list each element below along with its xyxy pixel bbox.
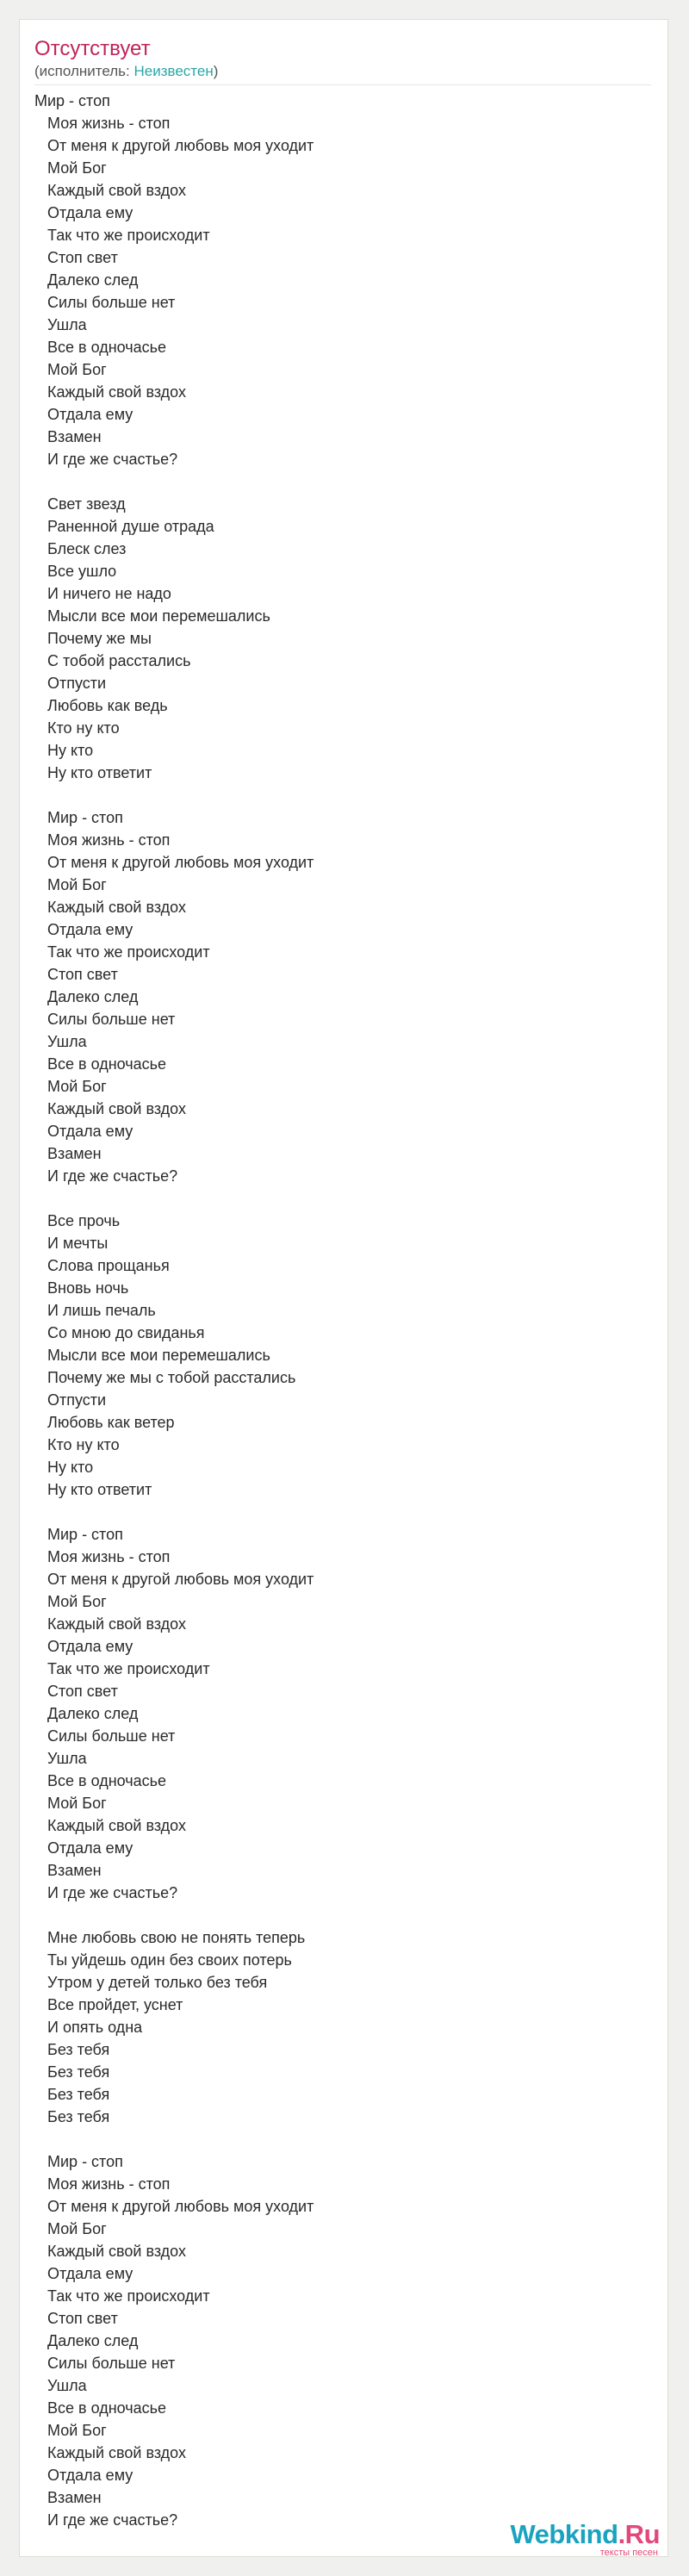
lyric-line: Кто ну кто	[34, 719, 120, 737]
artist-line	[34, 62, 218, 81]
lyric-line: Взамен	[34, 1862, 102, 1879]
lyric-line: Силы больше нет	[34, 1011, 176, 1028]
lyric-blank-line	[34, 1501, 651, 1523]
lyric-line: Все пройдет, уснет	[34, 1996, 183, 2013]
lyric-line: Без тебя	[34, 2041, 110, 2058]
lyric-line: И опять одна	[34, 2019, 143, 2036]
lyric-line: Мой Бог	[34, 361, 107, 378]
lyric-line: Отдала ему	[34, 1638, 133, 1655]
lyric-line: Мне любовь свою не понять теперь	[34, 1929, 306, 1946]
lyric-line: От меня к другой любовь моя уходит	[34, 137, 314, 154]
lyric-line: Кто ну кто	[34, 1436, 120, 1453]
lyric-line: Взамен	[34, 2489, 102, 2506]
lyric-line: Стоп свет	[34, 249, 118, 266]
lyric-line: Почему же мы	[34, 630, 152, 647]
lyric-line: Почему же мы с тобой расстались	[34, 1369, 296, 1386]
lyric-line: Отдала ему	[34, 204, 133, 221]
lyric-blank-line	[34, 470, 651, 493]
lyric-line: Моя жизнь - стоп	[34, 2175, 171, 2193]
lyric-line: И мечты	[34, 1235, 109, 1252]
lyric-line: Взамен	[34, 1145, 102, 1162]
brand-wordmark	[510, 2521, 660, 2548]
lyric-line: И ничего не надо	[34, 585, 171, 602]
lyric-line: Без тебя	[34, 2063, 110, 2081]
lyric-line: Отпусти	[34, 1391, 107, 1409]
lyric-line: Свет звезд	[34, 495, 126, 513]
lyric-line: Все в одночасье	[34, 2399, 167, 2417]
lyrics-body	[34, 90, 651, 2531]
lyric-line: Блеск слез	[34, 540, 127, 557]
lyric-line: Отдала ему	[34, 1123, 133, 1140]
lyric-line: Все в одночасье	[34, 1772, 167, 1789]
lyric-line: Отдала ему	[34, 2265, 133, 2282]
lyric-line: Силы больше нет	[34, 1727, 176, 1745]
lyric-line: Далеко след	[34, 988, 139, 1005]
lyric-line: Каждый свой вздох	[34, 182, 186, 199]
lyric-line: От меня к другой любовь моя уходит	[34, 854, 314, 871]
artist-suffix: )	[213, 63, 219, 79]
lyric-line: Так что же происходит	[34, 943, 210, 961]
lyric-line: Все в одночасье	[34, 339, 167, 356]
lyric-line: Отдала ему	[34, 921, 133, 938]
lyric-line: Вновь ночь	[34, 1279, 129, 1297]
lyric-line: Отдала ему	[34, 2467, 133, 2484]
song-title: Отсутствует	[34, 37, 151, 60]
lyric-line: Мой Бог	[34, 876, 107, 893]
lyric-line: Без тебя	[34, 2086, 110, 2103]
lyric-line: От меня к другой любовь моя уходит	[34, 2198, 314, 2215]
lyric-line: Мой Бог	[34, 2422, 107, 2439]
lyric-line: Каждый свой вздох	[34, 2243, 186, 2260]
lyric-line: Далеко след	[34, 271, 139, 289]
lyric-line: Силы больше нет	[34, 294, 176, 311]
lyric-line: Отпусти	[34, 675, 107, 692]
lyric-line: Мысли все мои перемешались	[34, 1347, 270, 1364]
lyric-line: Ты уйдешь один без своих потерь	[34, 1951, 292, 1969]
lyric-line: Каждый свой вздох	[34, 2444, 186, 2461]
lyric-line: Мысли все мои перемешались	[34, 607, 270, 625]
lyric-line: Ну кто ответит	[34, 764, 152, 781]
lyric-line: Стоп свет	[34, 966, 118, 983]
brand-name: Webkind	[510, 2519, 618, 2549]
brand-tagline: тексты песен	[599, 2548, 658, 2558]
artist-prefix: (исполнитель:	[34, 63, 134, 79]
lyric-line: Отдала ему	[34, 1839, 133, 1857]
lyric-line: Ушла	[34, 1750, 87, 1767]
lyric-line: Каждый свой вздох	[34, 1100, 186, 1117]
lyric-line: Каждый свой вздох	[34, 1615, 186, 1633]
lyric-blank-line	[34, 784, 651, 806]
site-logo[interactable]	[510, 2521, 660, 2558]
lyric-line: Так что же происходит	[34, 227, 210, 244]
lyric-line: Моя жизнь - стоп	[34, 115, 171, 132]
lyric-line: Отдала ему	[34, 406, 133, 423]
lyric-line: Каждый свой вздох	[34, 1817, 186, 1834]
lyric-line: Так что же происходит	[34, 2287, 210, 2305]
artist-link[interactable]: Неизвестен	[133, 63, 214, 79]
lyric-line: Моя жизнь - стоп	[34, 1548, 171, 1565]
lyric-blank-line	[34, 2128, 651, 2150]
lyric-line: Любовь как ведь	[34, 697, 168, 714]
lyric-line: Ну кто	[34, 1459, 94, 1476]
lyric-line: Ну кто ответит	[34, 1481, 152, 1498]
lyric-line: Ушла	[34, 1033, 87, 1050]
lyric-line: Мой Бог	[34, 1795, 107, 1812]
lyric-line: Все ушло	[34, 563, 117, 580]
lyric-line: И где же счастье?	[34, 1167, 178, 1185]
lyric-line: Мир - стоп	[34, 809, 123, 826]
lyric-line: Любовь как ветер	[34, 1414, 175, 1431]
header-divider	[34, 84, 651, 85]
lyric-line: Каждый свой вздох	[34, 899, 186, 916]
lyric-line: Мой Бог	[34, 2220, 107, 2237]
lyric-line: Взамен	[34, 428, 102, 445]
lyric-line: Стоп свет	[34, 1683, 118, 1700]
lyric-line: Каждый свой вздох	[34, 383, 186, 401]
lyric-line: Все в одночасье	[34, 1055, 167, 1073]
lyric-line: Так что же происходит	[34, 1660, 210, 1677]
lyric-line: Ушла	[34, 2377, 87, 2394]
brand-tld: .Ru	[618, 2519, 660, 2549]
lyric-line: И лишь печаль	[34, 1302, 156, 1319]
lyric-blank-line	[34, 1187, 651, 1210]
lyric-line: С тобой расстались	[34, 652, 191, 669]
lyric-line: Раненной душе отрада	[34, 518, 214, 535]
lyric-line: Мой Бог	[34, 159, 107, 177]
lyric-line: И где же счастье?	[34, 2511, 178, 2529]
lyric-line: Мир - стоп	[34, 92, 110, 109]
lyric-line: Слова прощанья	[34, 1257, 170, 1274]
lyric-line: От меня к другой любовь моя уходит	[34, 1571, 314, 1588]
lyric-line: Стоп свет	[34, 2310, 118, 2327]
lyric-line: И где же счастье?	[34, 451, 178, 468]
lyric-line: Мой Бог	[34, 1593, 107, 1610]
lyric-blank-line	[34, 1904, 651, 1926]
lyric-line: И где же счастье?	[34, 1884, 178, 1901]
lyric-line: Мой Бог	[34, 1078, 107, 1095]
lyric-line: Мир - стоп	[34, 2153, 123, 2170]
lyric-line: Ну кто	[34, 742, 94, 759]
lyric-line: Без тебя	[34, 2108, 110, 2125]
lyric-line: Ушла	[34, 316, 87, 333]
lyric-line: Силы больше нет	[34, 2355, 176, 2372]
lyric-line: Мир - стоп	[34, 1526, 123, 1543]
lyric-line: Далеко след	[34, 1705, 139, 1722]
lyric-line: Далеко след	[34, 2332, 139, 2349]
lyric-line: Моя жизнь - стоп	[34, 831, 171, 849]
lyric-line: Со мною до свиданья	[34, 1324, 205, 1341]
lyric-line: Все прочь	[34, 1212, 121, 1229]
lyric-line: Утром у детей только без тебя	[34, 1974, 268, 1991]
